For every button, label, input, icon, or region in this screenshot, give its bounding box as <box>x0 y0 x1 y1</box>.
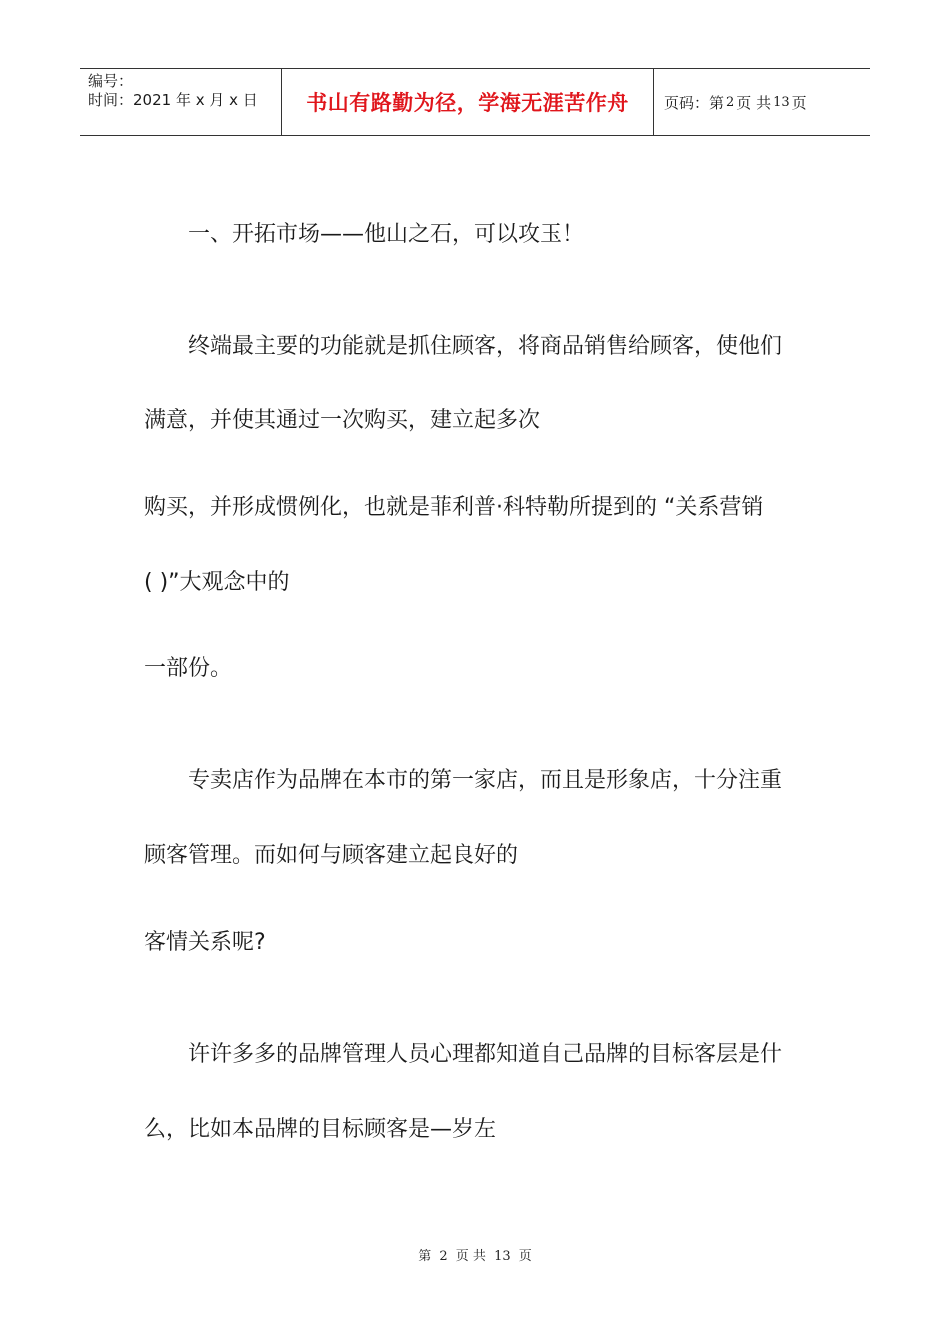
paragraph-line: 购买，并形成惯例化，也就是菲利普·科特勒所提到的 “关系营销 <box>144 495 764 520</box>
header-motto: 书山有路勤为径，学海无涯苦作舟 <box>281 69 654 135</box>
page-header <box>80 68 870 136</box>
page-footer <box>0 1245 950 1264</box>
footer-text-b: 页 共 <box>455 1249 486 1264</box>
section-heading: 一、开拓市场——他山之石，可以攻玉！ <box>188 222 585 247</box>
footer-text-c: 页 <box>518 1249 532 1264</box>
paragraph-line: 满意，并使其通过一次购买，建立起多次 <box>144 408 541 433</box>
paragraph-line: 么，比如本品牌的目标顾客是—岁左 <box>144 1117 497 1142</box>
document-time-label: 时间：2021 年 x 月 x 日 <box>88 91 258 109</box>
paragraph-line: 终端最主要的功能就是抓住顾客，将商品销售给顾客，使他们 <box>188 334 783 359</box>
paragraph-line: 专卖店作为品牌在本市的第一家店，而且是形象店，十分注重 <box>188 768 783 793</box>
footer-total-pages: 13 <box>494 1249 511 1264</box>
header-page-total: 13 <box>773 94 790 110</box>
header-page-suffix: 页 <box>791 93 807 112</box>
footer-current-page: 2 <box>439 1249 448 1264</box>
paragraph-line: 许许多多的品牌管理人员心理都知道自己品牌的目标客层是什 <box>188 1042 783 1067</box>
paragraph-line: 顾客管理。而如何与顾客建立起良好的 <box>144 843 519 868</box>
document-number-label: 编号： <box>88 72 134 90</box>
paragraph-line: ( )”大观念中的 <box>144 570 290 595</box>
footer-text-a: 第 <box>418 1249 432 1264</box>
paragraph-line: 客情关系呢? <box>144 930 266 955</box>
header-page-current: 2 <box>726 94 735 110</box>
paragraph-line: 一部份。 <box>144 656 233 681</box>
header-page-prefix: 页码：第 <box>664 93 725 112</box>
header-page-indicator <box>654 69 870 135</box>
header-meta <box>80 69 281 135</box>
header-page-mid: 页 共 <box>736 93 772 112</box>
